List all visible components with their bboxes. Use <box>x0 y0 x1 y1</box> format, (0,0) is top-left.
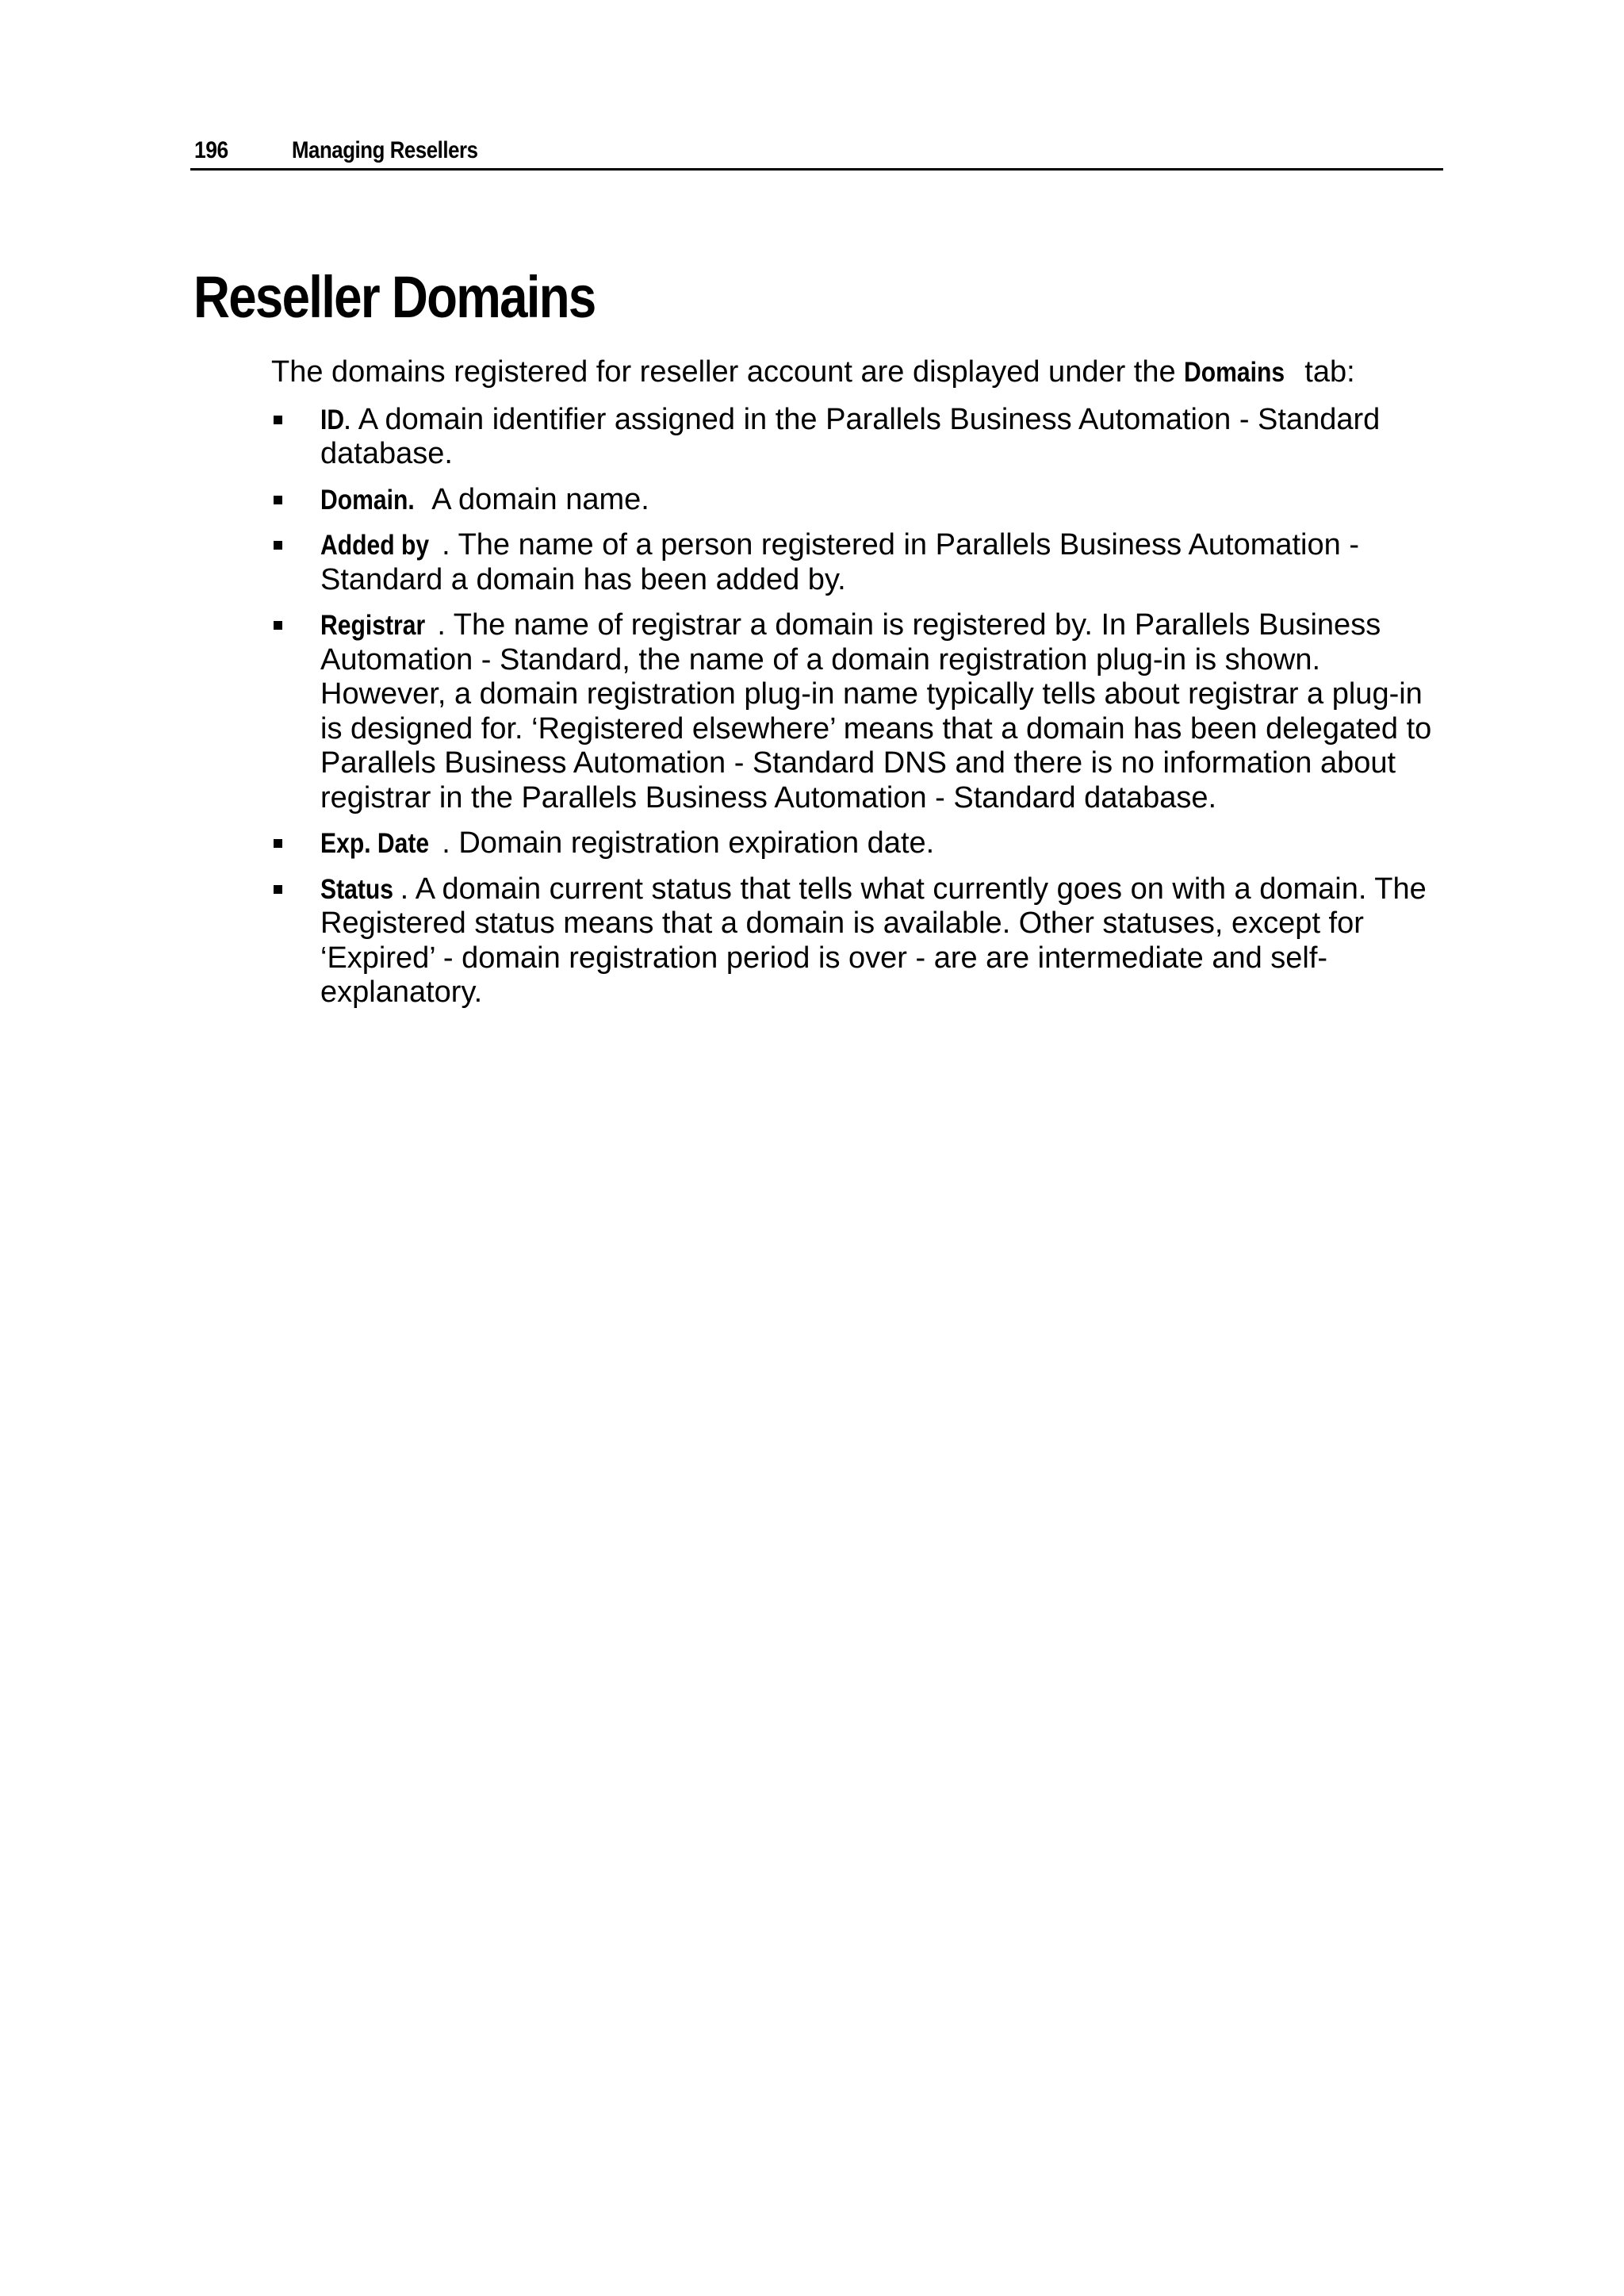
definition-registrar: . The name of registrar a domain is registered by. In Parallels Business Automation - Standard, the name of a domain registration plug-in is shown. However, a domain registration plug-in name typically tells about registrar a plug-in is designed for. ‘Registered elsewhere’ means that a domain has been delegated to Parallels Business Automation - Standard DNS and there is no information about registrar in the Parallels Business Automation - Standard database. <box>320 608 1432 815</box>
square-bullet-icon <box>274 839 282 848</box>
term-added-by: Added by <box>320 530 430 561</box>
definition-added-by: . The name of a person registered in Parallels Business Automation - Standard a domain has been added by. <box>320 528 1359 596</box>
term-id: ID <box>320 404 345 435</box>
term-status: Status <box>320 873 393 905</box>
running-header <box>190 133 1443 171</box>
content-body <box>271 355 1445 1022</box>
square-bullet-icon <box>274 541 282 550</box>
column-definition-list <box>271 403 1445 1010</box>
definition-domain: A domain name. <box>424 482 649 516</box>
square-bullet-icon <box>274 416 282 424</box>
list-item-status <box>271 872 1445 1010</box>
square-bullet-icon <box>274 496 282 504</box>
header-section-title: Managing Resellers <box>292 137 478 163</box>
list-item-added-by <box>271 528 1445 597</box>
definition-exp-date: . Domain registration expiration date. <box>442 826 935 860</box>
intro-text-before: The domains registered for reseller account are displayed under the <box>271 355 1185 389</box>
square-bullet-icon <box>274 621 282 630</box>
intro-paragraph <box>271 355 1445 390</box>
page-number: 196 <box>194 137 228 163</box>
list-item-registrar <box>271 608 1445 815</box>
list-item-id <box>271 403 1445 472</box>
term-registrar: Registrar <box>320 610 426 641</box>
list-item-exp-date <box>271 826 1445 861</box>
list-item-domain <box>271 483 1445 518</box>
intro-term-domains: Domains <box>1184 357 1285 388</box>
definition-status: . A domain current status that tells what currently goes on with a domain. The Registered status means that a domain is available. Other statuses, except for ‘Expired’ - domain registration period is over - are are intermediate and self-explanatory. <box>320 872 1427 1009</box>
square-bullet-icon <box>274 885 282 894</box>
term-exp-date: Exp. Date <box>320 828 430 859</box>
definition-id: . A domain identifier assigned in the Parallels Business Automation - Standard database. <box>320 402 1381 470</box>
term-domain: Domain. <box>320 484 415 516</box>
section-title: Reseller Domains <box>193 264 596 330</box>
intro-text-after: tab: <box>1296 355 1355 389</box>
